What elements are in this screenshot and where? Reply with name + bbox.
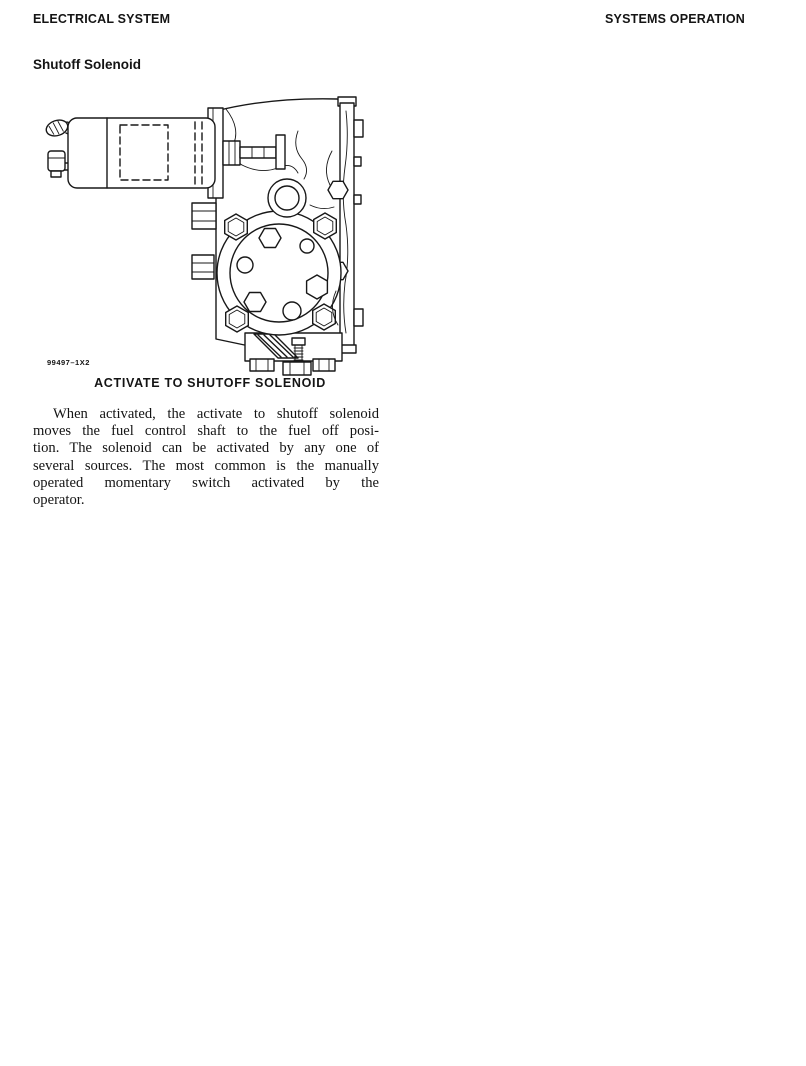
paragraph-line: moves the fuel control shaft to the fuel off posi- [33,423,379,440]
header-right: SYSTEMS OPERATION [605,12,745,26]
paragraph-line: When activated, the activate to shutoff solenoid [53,406,379,422]
body-paragraph [33,406,379,509]
solenoid-pump-line-art [40,95,420,380]
section-title: Shutoff Solenoid [33,57,141,72]
paragraph-line: operator. [33,492,85,509]
figure-caption: ACTIVATE TO SHUTOFF SOLENOID [94,376,326,390]
header-left: ELECTRICAL SYSTEM [33,12,171,26]
paragraph-line: several sources. The most common is the manually [33,457,379,474]
figure-id: 99497–1X2 [47,358,90,367]
solenoid-technical-drawing [40,95,420,380]
paragraph-line: tion. The solenoid can be activated by any one of [33,440,379,457]
paragraph-line: operated momentary switch activated by the [33,474,379,491]
